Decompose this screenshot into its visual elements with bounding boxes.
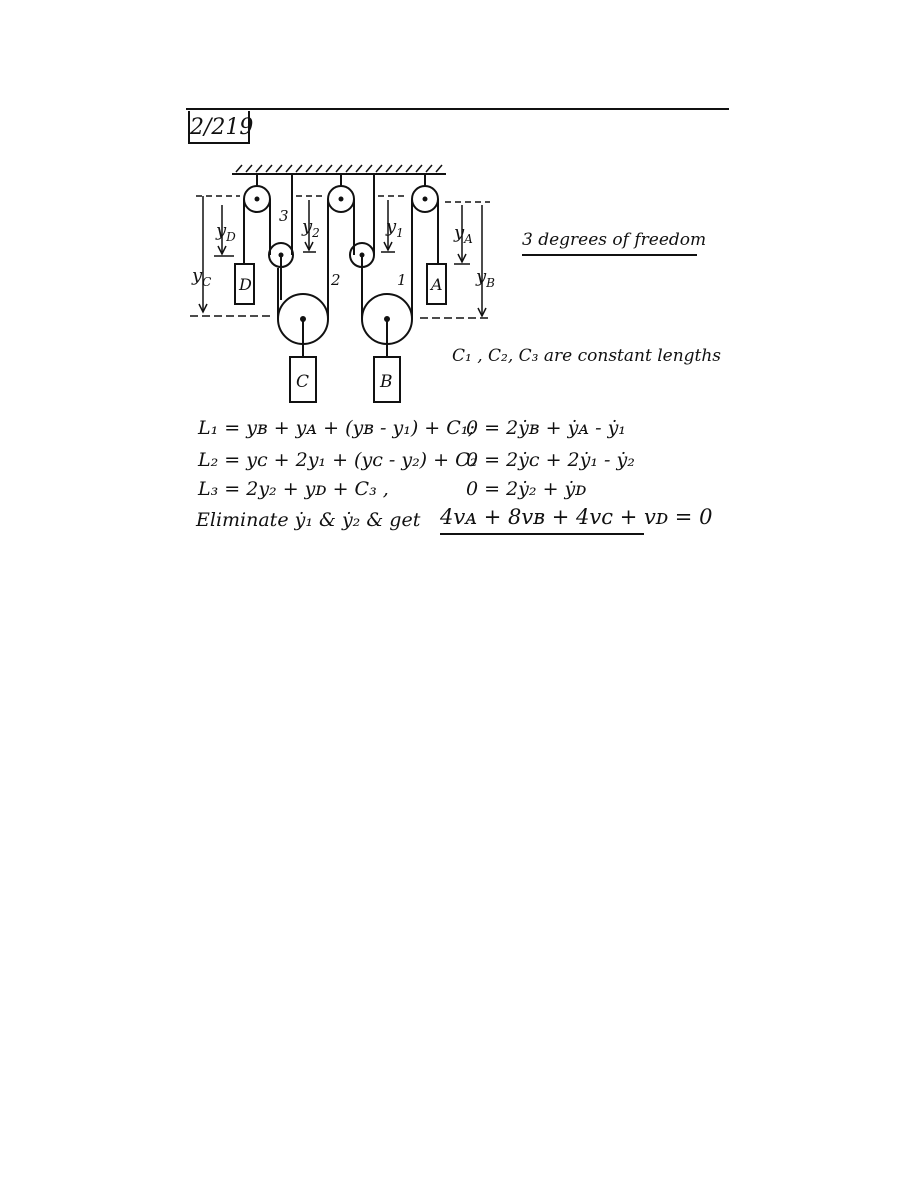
mass-c-label: C xyxy=(296,372,310,392)
cord-2-label: 2 xyxy=(331,271,341,289)
dof-note: 3 degrees of freedom xyxy=(522,230,697,256)
equation-d1: 0 = 2ẏʙ + ẏᴀ - ẏ₁ xyxy=(466,417,626,439)
y-1-label: $y_1$ xyxy=(386,216,404,240)
equation-l1: L₁ = yʙ + yᴀ + (yʙ - y₁) + C₁; xyxy=(198,417,475,439)
mass-d-label: D xyxy=(239,275,252,294)
eliminate-text: Eliminate ẏ₁ & ẏ₂ & get xyxy=(196,509,421,531)
cord-3-label: 3 xyxy=(279,207,289,225)
y-2-label: $y_2$ xyxy=(302,216,320,240)
equation-l2: L₂ = yᴄ + 2y₁ + (yᴄ - y₂) + C₂ xyxy=(198,449,478,471)
y-b-label: $y_B$ xyxy=(476,266,495,290)
equation-l3: L₃ = 2y₂ + yᴅ + C₃ , xyxy=(198,478,389,500)
mass-a-label: A xyxy=(431,275,443,294)
y-d-label: $y_D$ xyxy=(216,220,236,244)
equation-d2: 0 = 2ẏᴄ + 2ẏ₁ - ẏ₂ xyxy=(466,449,635,471)
mass-b-label: B xyxy=(380,372,393,392)
result-equation: 4vᴀ + 8vʙ + 4vᴄ + vᴅ = 0 xyxy=(440,505,644,535)
y-c-label: $y_C$ xyxy=(192,265,212,289)
problem-number: 2/219 xyxy=(188,111,250,144)
constants-note: C₁ , C₂, C₃ are constant lengths xyxy=(452,346,722,366)
ceiling xyxy=(232,165,446,174)
y-a-label: $y_A$ xyxy=(454,222,473,246)
cord-1-label: 1 xyxy=(397,271,407,289)
equation-d3: 0 = 2ẏ₂ + ẏᴅ xyxy=(466,478,587,500)
